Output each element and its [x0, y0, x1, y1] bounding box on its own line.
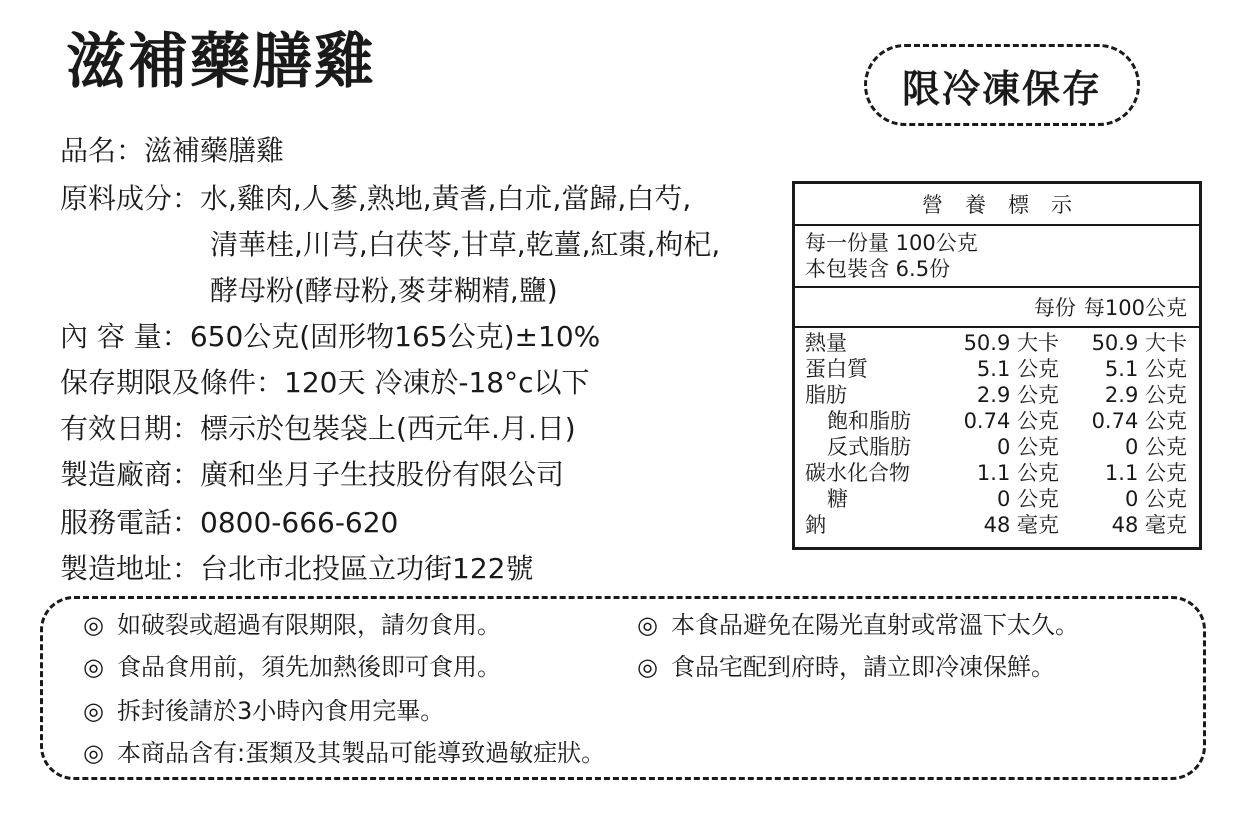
nutrient-name: 飽和脂肪	[827, 409, 911, 433]
note-item	[83, 651, 501, 683]
shelf-label: 保存期限及條件：	[60, 366, 285, 399]
note-item	[83, 737, 605, 769]
note-item	[83, 695, 444, 727]
ingredients-row	[60, 176, 691, 222]
phone-label: 服務電話：	[60, 506, 201, 539]
serving-info	[795, 226, 1199, 288]
nutrition-row	[805, 460, 1187, 486]
expiry-row	[60, 406, 576, 452]
bullet-icon: ◎	[83, 739, 104, 767]
address-value: 台北市北投區立功街122號	[200, 552, 534, 585]
nutrition-row	[805, 512, 1187, 538]
maker-value: 廣和坐月子生技股份有限公司	[200, 458, 565, 491]
note-text: 本商品含有:蛋類及其製品可能導致過敏症狀。	[117, 739, 606, 767]
nutrition-row	[805, 486, 1187, 512]
per-serving-value: 50.9 大卡	[963, 331, 1059, 355]
shelf-life-row	[60, 360, 590, 406]
name-value: 滋補藥膳雞	[144, 134, 285, 167]
nutrition-column-headers	[795, 288, 1199, 328]
ingredients-line-1: 水,雞肉,人蔘,熟地,黃耆,白朮,當歸,白芍,	[200, 182, 692, 215]
nutrient-name: 脂肪	[805, 383, 847, 407]
content-value: 650公克(固形物165公克)±10%	[189, 320, 601, 353]
note-item	[83, 609, 501, 641]
col-per-serving: 每份	[1033, 296, 1076, 320]
name-label: 品名：	[60, 134, 145, 167]
maker-label: 製造廠商：	[60, 458, 201, 491]
per-100g-value: 0.74 公克	[1091, 409, 1187, 433]
phone-row	[60, 500, 398, 546]
bullet-icon: ◎	[83, 653, 104, 681]
nutrient-name: 鈉	[805, 513, 826, 537]
nutrient-name: 熱量	[805, 331, 847, 355]
note-item	[637, 651, 1055, 683]
per-100g-value: 0 公克	[1124, 487, 1187, 511]
ingredients-line-3: 酵母粉(酵母粉,麥芽糊精,鹽)	[210, 274, 558, 307]
bullet-icon: ◎	[637, 611, 658, 639]
note-item	[637, 609, 1079, 641]
content-label: 內 容 量：	[60, 320, 190, 353]
nutrition-row	[805, 330, 1187, 356]
maker-row	[60, 452, 564, 498]
note-text: 食品食用前，須先加熱後即可食用。	[117, 653, 501, 681]
per-100g-value: 0 公克	[1124, 435, 1187, 459]
note-text: 拆封後請於3小時內食用完畢。	[117, 697, 445, 725]
per-serving-value: 2.9 公克	[976, 383, 1059, 407]
bullet-icon: ◎	[83, 611, 104, 639]
nutrition-row	[805, 434, 1187, 460]
note-text: 食品宅配到府時，請立即冷凍保鮮。	[671, 653, 1055, 681]
per-serving-value: 0.74 公克	[963, 409, 1059, 433]
serving-size: 每一份量 100公克	[805, 231, 978, 255]
note-text: 本食品避免在陽光直射或常溫下太久。	[671, 611, 1079, 639]
per-serving-value: 48 毫克	[983, 513, 1059, 537]
col-per-100g: 每100公克	[1083, 296, 1187, 320]
nutrition-row	[805, 408, 1187, 434]
product-title: 滋補藥膳雞	[66, 27, 376, 97]
nutrition-row	[805, 382, 1187, 408]
per-100g-value: 1.1 公克	[1104, 461, 1187, 485]
nutrient-name: 碳水化合物	[805, 461, 910, 485]
content-row	[60, 314, 600, 360]
shelf-value: 120天 冷凍於-18°c以下	[284, 366, 590, 399]
nutrition-rows	[795, 328, 1199, 538]
per-serving-value: 0 公克	[996, 435, 1059, 459]
ingredients-line-2: 清華桂,川芎,白茯苓,甘草,乾薑,紅棗,枸杞,	[210, 228, 721, 261]
servings-per-pack: 本包裝含 6.5份	[805, 257, 951, 281]
nutrition-row	[805, 356, 1187, 382]
phone-value: 0800-666-620	[200, 506, 399, 539]
per-100g-value: 50.9 大卡	[1091, 331, 1187, 355]
per-serving-value: 1.1 公克	[976, 461, 1059, 485]
per-100g-value: 48 毫克	[1111, 513, 1187, 537]
per-serving-value: 0 公克	[996, 487, 1059, 511]
precautions-box	[40, 596, 1206, 780]
note-text: 如破裂或超過有限期限，請勿食用。	[117, 611, 501, 639]
address-label: 製造地址：	[60, 552, 201, 585]
expiry-value: 標示於包裝袋上(西元年.月.日)	[200, 412, 576, 445]
address-row	[60, 546, 533, 592]
bullet-icon: ◎	[83, 697, 104, 725]
nutrition-header: 營養標示	[795, 184, 1199, 226]
nutrient-name: 反式脂肪	[827, 435, 911, 459]
bullet-icon: ◎	[637, 653, 658, 681]
expiry-label: 有效日期：	[60, 412, 201, 445]
ingredients-label: 原料成分：	[60, 182, 201, 215]
frozen-storage-badge: 限冷凍保存	[864, 44, 1140, 126]
nutrient-name: 蛋白質	[805, 357, 868, 381]
per-100g-value: 5.1 公克	[1104, 357, 1187, 381]
per-serving-value: 5.1 公克	[976, 357, 1059, 381]
nutrition-table	[792, 181, 1202, 550]
name-row	[60, 128, 284, 174]
nutrient-name: 糖	[827, 487, 848, 511]
per-100g-value: 2.9 公克	[1104, 383, 1187, 407]
